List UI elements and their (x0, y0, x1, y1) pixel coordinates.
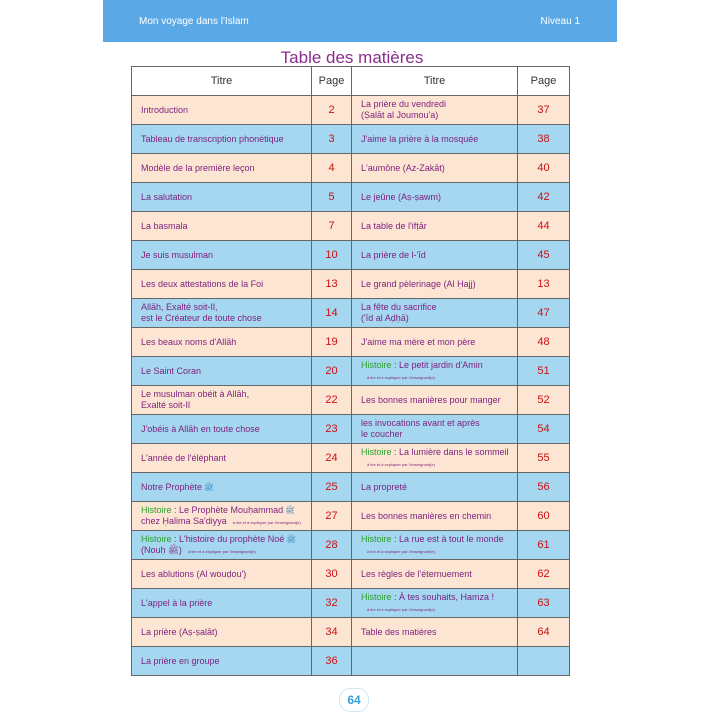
entry-title: Je suis musulman (141, 249, 214, 260)
story-title-line (361, 360, 515, 371)
entry-page-number: 20 (312, 357, 352, 386)
entry-title-cell (352, 299, 518, 328)
entry-page-number: 51 (518, 357, 570, 386)
salutation-glyph: ﷺ (204, 482, 214, 492)
entry-title-cell (352, 415, 518, 444)
entry-title: La prière de l-'īd (361, 249, 426, 260)
column-header-page: Page (518, 67, 570, 96)
story-note: à lire et à expliquer par l'enseignant(e) (232, 519, 301, 525)
entry-title-cell (352, 502, 518, 531)
entry-title: Table des matières (361, 626, 437, 637)
story-title: : La rue est à tout le monde (391, 533, 504, 544)
entry-title-line: ('īd al Aḍḥā) (361, 313, 409, 323)
entry-page-number: 32 (312, 589, 352, 618)
entry-title-line: (Ṣalāt al Joumou'a) (361, 110, 439, 120)
entry-page-number: 2 (312, 96, 352, 125)
entry-title: Les deux attestations de la Foi (141, 278, 264, 289)
entry-page-number: 62 (518, 560, 570, 589)
entry-title: Les ablutions (Al wouḍou') (141, 568, 247, 579)
entry-title-cell (132, 589, 312, 618)
entry-title-cell (352, 328, 518, 357)
story-note: à lire et à expliquer par l'enseignant(e) (367, 374, 435, 380)
entry-title-cell (132, 473, 312, 502)
entry-title-cell (352, 125, 518, 154)
entry-page-number: 10 (312, 241, 352, 270)
column-header-title: Titre (132, 67, 312, 96)
entry-page-number: 47 (518, 299, 570, 328)
entry-page-number: 19 (312, 328, 352, 357)
entry-page-number: 13 (518, 270, 570, 299)
story-label: Histoire (141, 533, 172, 544)
table-row (132, 270, 570, 299)
story-title: : L'histoire du prophète Noé (171, 533, 285, 544)
entry-title: L'appel à la prière (141, 597, 213, 608)
entry-title-cell (132, 444, 312, 473)
entry-page-number: 37 (518, 96, 570, 125)
entry-title-cell (352, 241, 518, 270)
entry-page-number: 63 (518, 589, 570, 618)
entry-title-cell (352, 357, 518, 386)
story-title-line (361, 592, 515, 603)
entry-title: Introduction (141, 104, 189, 115)
table-row (132, 299, 570, 328)
story-note: à lire et à expliquer par l'enseignant(e) (367, 606, 435, 612)
table-row (132, 560, 570, 589)
entry-title-line: Exalté soit-Il (141, 400, 191, 410)
entry-page-number: 22 (312, 386, 352, 415)
entry-page-number: 45 (518, 241, 570, 270)
entry-title-cell (132, 560, 312, 589)
entry-page-number: 25 (312, 473, 352, 502)
table-row (132, 415, 570, 444)
entry-title-cell (352, 473, 518, 502)
story-title-continued: (Nouḥ ﷺ) (141, 544, 182, 555)
story-label: Histoire (361, 359, 392, 370)
entry-page-number: 54 (518, 415, 570, 444)
entry-page-number: 52 (518, 386, 570, 415)
entry-title: Le grand pèlerinage (Al Ḥajj) (361, 278, 476, 289)
entry-page-number: 24 (312, 444, 352, 473)
entry-title-line: le coucher (361, 429, 403, 439)
entry-title: La table de l'ifṭār (361, 220, 427, 231)
story-title-line (141, 545, 309, 557)
entry-page-number: 40 (518, 154, 570, 183)
entry-title-cell (352, 212, 518, 241)
story-note-line (361, 371, 515, 383)
table-row (132, 183, 570, 212)
entry-title-cell (352, 96, 518, 125)
entry-title-cell (352, 531, 518, 560)
entry-page-number: 36 (312, 647, 352, 676)
entry-page-number: 14 (312, 299, 352, 328)
toc-header-row (132, 67, 570, 96)
salutation-glyph: ﷺ (285, 505, 295, 515)
toc-body (132, 96, 570, 676)
table-row (132, 328, 570, 357)
story-note-line (361, 603, 515, 615)
entry-title-cell (352, 647, 518, 676)
entry-title-cell (352, 618, 518, 647)
entry-title-cell (132, 386, 312, 415)
entry-page-number: 27 (312, 502, 352, 531)
entry-title-cell (132, 270, 312, 299)
entry-title: Les bonnes manières pour manger (361, 394, 501, 405)
entry-title-cell (352, 270, 518, 299)
story-title-line (141, 516, 309, 528)
book-title: Mon voyage dans l'Islam (139, 16, 249, 27)
table-row (132, 444, 570, 473)
story-title: : La lumière dans le sommeil (391, 446, 509, 457)
entry-title: La basmala (141, 220, 188, 231)
story-label: Histoire (141, 504, 172, 515)
entry-page-number: 64 (518, 618, 570, 647)
salutation-glyph: ﷺ (286, 534, 296, 544)
story-title: : À tes souhaits, Hamza ! (391, 591, 495, 602)
entry-title: Le jeûne (Aṣ-ṣawm) (361, 191, 442, 202)
entry-title-cell (132, 357, 312, 386)
entry-page-number: 7 (312, 212, 352, 241)
entry-page-number: 13 (312, 270, 352, 299)
entry-title-cell (352, 183, 518, 212)
entry-title: La propreté (361, 481, 408, 492)
table-row (132, 241, 570, 270)
entry-title-cell (132, 154, 312, 183)
entry-page-number: 56 (518, 473, 570, 502)
table-row (132, 473, 570, 502)
story-label: Histoire (361, 533, 392, 544)
entry-page-number: 3 (312, 125, 352, 154)
entry-title-cell (132, 212, 312, 241)
entry-title-line: La fête du sacrifice (361, 302, 437, 312)
entry-title-cell (352, 560, 518, 589)
story-title-continued: chez Ḥalima Sa'diyya (141, 515, 227, 526)
column-header-title: Titre (352, 67, 518, 96)
entry-title-cell (132, 531, 312, 560)
entry-page-number: 28 (312, 531, 352, 560)
table-row (132, 357, 570, 386)
entry-title: J'obéis à Allāh en toute chose (141, 423, 260, 434)
level-label: Niveau 1 (540, 16, 580, 27)
story-title-line (141, 534, 309, 545)
table-row (132, 502, 570, 531)
entry-page-number: 48 (518, 328, 570, 357)
entry-title: La salutation (141, 191, 193, 202)
page-number: 64 (339, 688, 369, 712)
entry-title-cell (132, 299, 312, 328)
table-row (132, 96, 570, 125)
story-note-line (361, 545, 515, 557)
entry-page-number: 30 (312, 560, 352, 589)
entry-title: Tableau de transcription phonétique (141, 133, 284, 144)
entry-title-cell (132, 502, 312, 531)
story-note-line (361, 458, 515, 470)
entry-page-number (518, 647, 570, 676)
entry-title-cell (352, 444, 518, 473)
story-title-line (141, 505, 309, 516)
entry-page-number: 61 (518, 531, 570, 560)
story-title: : Le Prophète Mouḥammad (171, 504, 284, 515)
entry-title: L'aumône (Az-Zakāt) (361, 162, 445, 173)
table-row (132, 647, 570, 676)
entry-title-line: La prière du vendredi (361, 99, 447, 109)
entry-title-cell (352, 589, 518, 618)
entry-title-cell (132, 96, 312, 125)
entry-title-cell (132, 415, 312, 444)
entry-page-number: 42 (518, 183, 570, 212)
entry-page-number: 34 (312, 618, 352, 647)
entry-page-number: 5 (312, 183, 352, 212)
table-row (132, 589, 570, 618)
entry-title-cell (132, 125, 312, 154)
entry-title-line: Allāh, Exalté soit-Il, (141, 302, 218, 312)
entry-page-number: 38 (518, 125, 570, 154)
entry-title-cell (352, 154, 518, 183)
entry-title: J'aime la prière à la mosquée (361, 133, 479, 144)
entry-title-cell (132, 618, 312, 647)
entry-page-number: 60 (518, 502, 570, 531)
story-title-line (361, 534, 515, 545)
entry-title-cell (132, 328, 312, 357)
entry-title-cell (352, 386, 518, 415)
entry-title: La prière (Aṣ-ṣalāt) (141, 626, 218, 637)
table-row (132, 386, 570, 415)
entry-title: Les bonnes manières en chemin (361, 510, 492, 521)
table-row (132, 154, 570, 183)
entry-title: La prière en groupe (141, 655, 220, 666)
story-label: Histoire (361, 446, 392, 457)
entry-title: Modèle de la première leçon (141, 162, 255, 173)
page-title: Table des matières (280, 48, 424, 67)
table-row (132, 618, 570, 647)
entry-page-number: 23 (312, 415, 352, 444)
entry-page-number: 44 (518, 212, 570, 241)
table-row (132, 212, 570, 241)
entry-title: Notre Prophète (141, 481, 203, 492)
header-bar (103, 0, 617, 42)
entry-title-line: Le musulman obéit à Allāh, (141, 389, 250, 399)
column-header-page: Page (312, 67, 352, 96)
entry-title: Le Saint Coran (141, 365, 202, 376)
entry-title-cell (132, 241, 312, 270)
entry-title: Les beaux noms d'Allāh (141, 336, 237, 347)
story-note: à lire et à expliquer par l'enseignant(e) (367, 548, 435, 554)
entry-title: J'aime ma mère et mon père (361, 336, 476, 347)
entry-title-line: les invocations avant et après (361, 418, 480, 428)
entry-page-number: 55 (518, 444, 570, 473)
story-note: à lire et à expliquer par l'enseignant(e) (187, 548, 256, 554)
story-title-line (361, 447, 515, 458)
entry-title: Les règles de l'éternuement (361, 568, 472, 579)
entry-title: L'année de l'éléphant (141, 452, 227, 463)
table-row (132, 125, 570, 154)
story-title: : Le petit jardin d'Amin (391, 359, 483, 370)
entry-title-cell (132, 647, 312, 676)
story-label: Histoire (361, 591, 392, 602)
story-note: à lire et à expliquer par l'enseignant(e) (367, 461, 435, 467)
toc-table (131, 66, 570, 676)
entry-title-line: est le Créateur de toute chose (141, 313, 262, 323)
entry-page-number: 4 (312, 154, 352, 183)
entry-title-cell (132, 183, 312, 212)
table-row (132, 531, 570, 560)
